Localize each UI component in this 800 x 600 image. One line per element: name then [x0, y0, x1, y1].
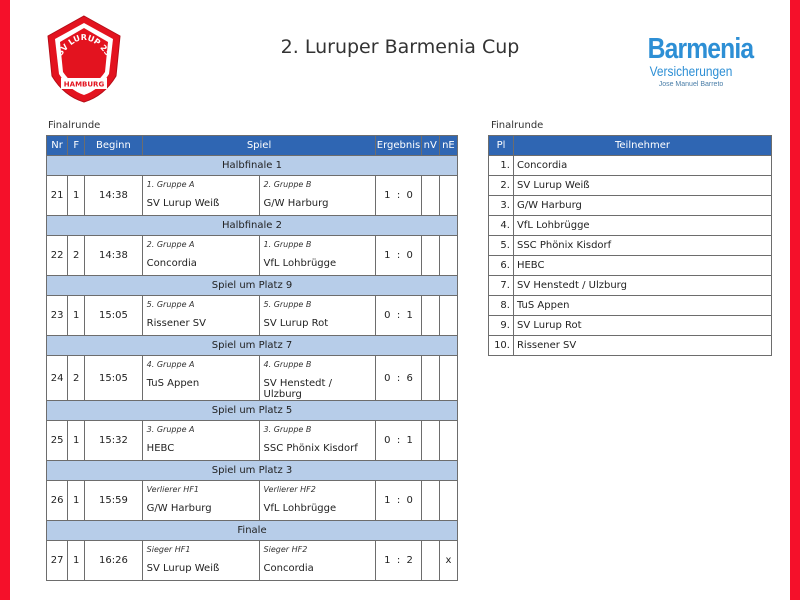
logo-text-top: SV LURUP 23 — [55, 32, 113, 58]
header-teilnehmer: Teilnehmer — [513, 136, 771, 156]
round-title: Finale — [47, 521, 458, 541]
away-team-cell — [259, 421, 376, 461]
match-nr: 25 — [47, 421, 68, 461]
match-row — [47, 481, 458, 521]
match-time: 15:05 — [85, 356, 142, 401]
home-origin: 2. Gruppe A — [146, 240, 195, 249]
home-origin: Verlierer HF1 — [146, 485, 200, 494]
round-title: Halbfinale 2 — [47, 216, 458, 236]
round-title-row — [47, 156, 458, 176]
match-field: 1 — [68, 421, 85, 461]
match-nr: 21 — [47, 176, 68, 216]
match-ne — [439, 176, 457, 216]
match-field: 1 — [68, 176, 85, 216]
home-origin: Sieger HF1 — [146, 545, 191, 554]
away-origin: 3. Gruppe B — [263, 425, 312, 434]
page-title: 2. Luruper Barmenia Cup — [280, 36, 520, 58]
match-row — [47, 356, 458, 401]
match-result: 1 : 0 — [376, 481, 421, 521]
match-row — [47, 541, 458, 581]
away-team: G/W Harburg — [263, 198, 329, 209]
standings-row — [489, 296, 772, 316]
logo-text-bottom: HAMBURG — [63, 80, 105, 89]
home-origin: 4. Gruppe A — [146, 360, 195, 369]
standing-team: SV Henstedt / Ulzburg — [513, 276, 771, 296]
match-nv — [421, 296, 439, 336]
match-result: 0 : 6 — [376, 356, 421, 401]
standing-team: SSC Phönix Kisdorf — [513, 236, 771, 256]
round-title-row — [47, 461, 458, 481]
sponsor-sub: Versicherungen — [649, 63, 733, 79]
home-team-cell — [142, 481, 259, 521]
round-title-row — [47, 521, 458, 541]
header-f: F — [68, 136, 85, 156]
schedule-table — [46, 135, 458, 581]
schedule-label: Finalrunde — [48, 120, 101, 131]
away-team: SV Lurup Rot — [263, 318, 329, 329]
match-ne — [439, 236, 457, 276]
away-origin: Verlierer HF2 — [263, 485, 316, 494]
match-nv — [421, 481, 439, 521]
match-result: 1 : 0 — [376, 176, 421, 216]
away-team-cell — [259, 176, 376, 216]
match-result: 0 : 1 — [376, 421, 421, 461]
away-origin: Sieger HF2 — [263, 545, 308, 554]
standing-team: G/W Harburg — [513, 196, 771, 216]
round-title: Spiel um Platz 5 — [47, 401, 458, 421]
away-origin: 5. Gruppe B — [263, 300, 312, 309]
sponsor-logo — [640, 33, 754, 88]
sponsor-person: Jose Manuel Barreto — [658, 81, 724, 88]
match-row — [47, 421, 458, 461]
standings-table — [488, 135, 772, 356]
standings-row — [489, 176, 772, 196]
match-result: 0 : 1 — [376, 296, 421, 336]
standing-team: TuS Appen — [513, 296, 771, 316]
match-field: 1 — [68, 481, 85, 521]
match-nv — [421, 236, 439, 276]
match-field: 2 — [68, 356, 85, 401]
away-team-cell — [259, 236, 376, 276]
red-frame-left — [0, 0, 10, 600]
standings-row — [489, 256, 772, 276]
standing-place: 6. — [489, 256, 514, 276]
home-team-cell — [142, 541, 259, 581]
away-team: VfL Lohbrügge — [263, 503, 337, 514]
away-team: Concordia — [263, 563, 314, 574]
sponsor-name: Barmenia — [647, 33, 754, 65]
standings-row — [489, 156, 772, 176]
match-field: 2 — [68, 236, 85, 276]
match-row — [47, 296, 458, 336]
standing-place: 9. — [489, 316, 514, 336]
home-origin: 1. Gruppe A — [146, 180, 195, 189]
round-title: Halbfinale 1 — [47, 156, 458, 176]
standing-place: 1. — [489, 156, 514, 176]
standing-place: 8. — [489, 296, 514, 316]
round-title: Spiel um Platz 9 — [47, 276, 458, 296]
away-origin: 1. Gruppe B — [263, 240, 312, 249]
home-origin: 5. Gruppe A — [146, 300, 195, 309]
header-spiel: Spiel — [142, 136, 376, 156]
match-row — [47, 236, 458, 276]
match-field: 1 — [68, 296, 85, 336]
standings-row — [489, 236, 772, 256]
home-team-cell — [142, 236, 259, 276]
round-title-row — [47, 401, 458, 421]
away-team-cell — [259, 296, 376, 336]
standing-place: 4. — [489, 216, 514, 236]
round-title-row — [47, 336, 458, 356]
match-nv — [421, 356, 439, 401]
match-row — [47, 176, 458, 216]
standings-row — [489, 276, 772, 296]
home-team-cell — [142, 296, 259, 336]
away-team: SSC Phönix Kisdorf — [263, 443, 358, 454]
standing-team: SV Lurup Weiß — [513, 176, 771, 196]
home-team-cell — [142, 356, 259, 401]
away-team-cell — [259, 541, 376, 581]
standing-team: HEBC — [513, 256, 771, 276]
match-time: 15:32 — [85, 421, 142, 461]
home-team-cell — [142, 421, 259, 461]
standings-row — [489, 216, 772, 236]
header-pl: Pl — [489, 136, 514, 156]
home-team: HEBC — [146, 443, 175, 454]
round-title: Spiel um Platz 7 — [47, 336, 458, 356]
header-ne: nE — [439, 136, 457, 156]
match-time: 15:59 — [85, 481, 142, 521]
match-time: 16:26 — [85, 541, 142, 581]
standing-team: VfL Lohbrügge — [513, 216, 771, 236]
match-field: 1 — [68, 541, 85, 581]
standings-header-row — [489, 136, 772, 156]
standings-row — [489, 196, 772, 216]
round-title: Spiel um Platz 3 — [47, 461, 458, 481]
match-ne — [439, 421, 457, 461]
match-nr: 24 — [47, 356, 68, 401]
home-team: Concordia — [146, 258, 197, 269]
standing-place: 10. — [489, 336, 514, 356]
match-result: 1 : 2 — [376, 541, 421, 581]
away-team: VfL Lohbrügge — [263, 258, 337, 269]
match-nr: 23 — [47, 296, 68, 336]
standings-row — [489, 336, 772, 356]
standing-place: 3. — [489, 196, 514, 216]
match-ne — [439, 296, 457, 336]
standings-row — [489, 316, 772, 336]
match-nv — [421, 541, 439, 581]
standing-place: 5. — [489, 236, 514, 256]
red-frame-right — [790, 0, 800, 600]
standing-team: SV Lurup Rot — [513, 316, 771, 336]
home-team: Rissener SV — [146, 318, 206, 329]
round-title-row — [47, 216, 458, 236]
away-team-cell — [259, 356, 376, 401]
standing-team: Concordia — [513, 156, 771, 176]
away-origin: 4. Gruppe B — [263, 360, 312, 369]
match-nr: 26 — [47, 481, 68, 521]
match-nr: 27 — [47, 541, 68, 581]
match-ne — [439, 481, 457, 521]
standing-team: Rissener SV — [513, 336, 771, 356]
club-logo — [46, 14, 122, 104]
match-nv — [421, 176, 439, 216]
home-team: SV Lurup Weiß — [146, 198, 220, 209]
schedule-header-row — [47, 136, 458, 156]
round-title-row — [47, 276, 458, 296]
away-team: SV Henstedt / Ulzburg — [263, 378, 332, 400]
home-team-cell — [142, 176, 259, 216]
header-ergebnis: Ergebnis — [376, 136, 421, 156]
standings-label: Finalrunde — [491, 120, 544, 131]
home-origin: 3. Gruppe A — [146, 425, 195, 434]
home-team: SV Lurup Weiß — [146, 563, 220, 574]
header-nv: nV — [421, 136, 439, 156]
away-team-cell — [259, 481, 376, 521]
standing-place: 2. — [489, 176, 514, 196]
header-nr: Nr — [47, 136, 68, 156]
header-beginn: Beginn — [85, 136, 142, 156]
away-origin: 2. Gruppe B — [263, 180, 312, 189]
match-nr: 22 — [47, 236, 68, 276]
match-time: 14:38 — [85, 236, 142, 276]
match-ne: x — [439, 541, 457, 581]
match-result: 1 : 0 — [376, 236, 421, 276]
match-nv — [421, 421, 439, 461]
match-ne — [439, 356, 457, 401]
match-time: 14:38 — [85, 176, 142, 216]
home-team: TuS Appen — [146, 378, 200, 389]
standing-place: 7. — [489, 276, 514, 296]
match-time: 15:05 — [85, 296, 142, 336]
home-team: G/W Harburg — [146, 503, 212, 514]
